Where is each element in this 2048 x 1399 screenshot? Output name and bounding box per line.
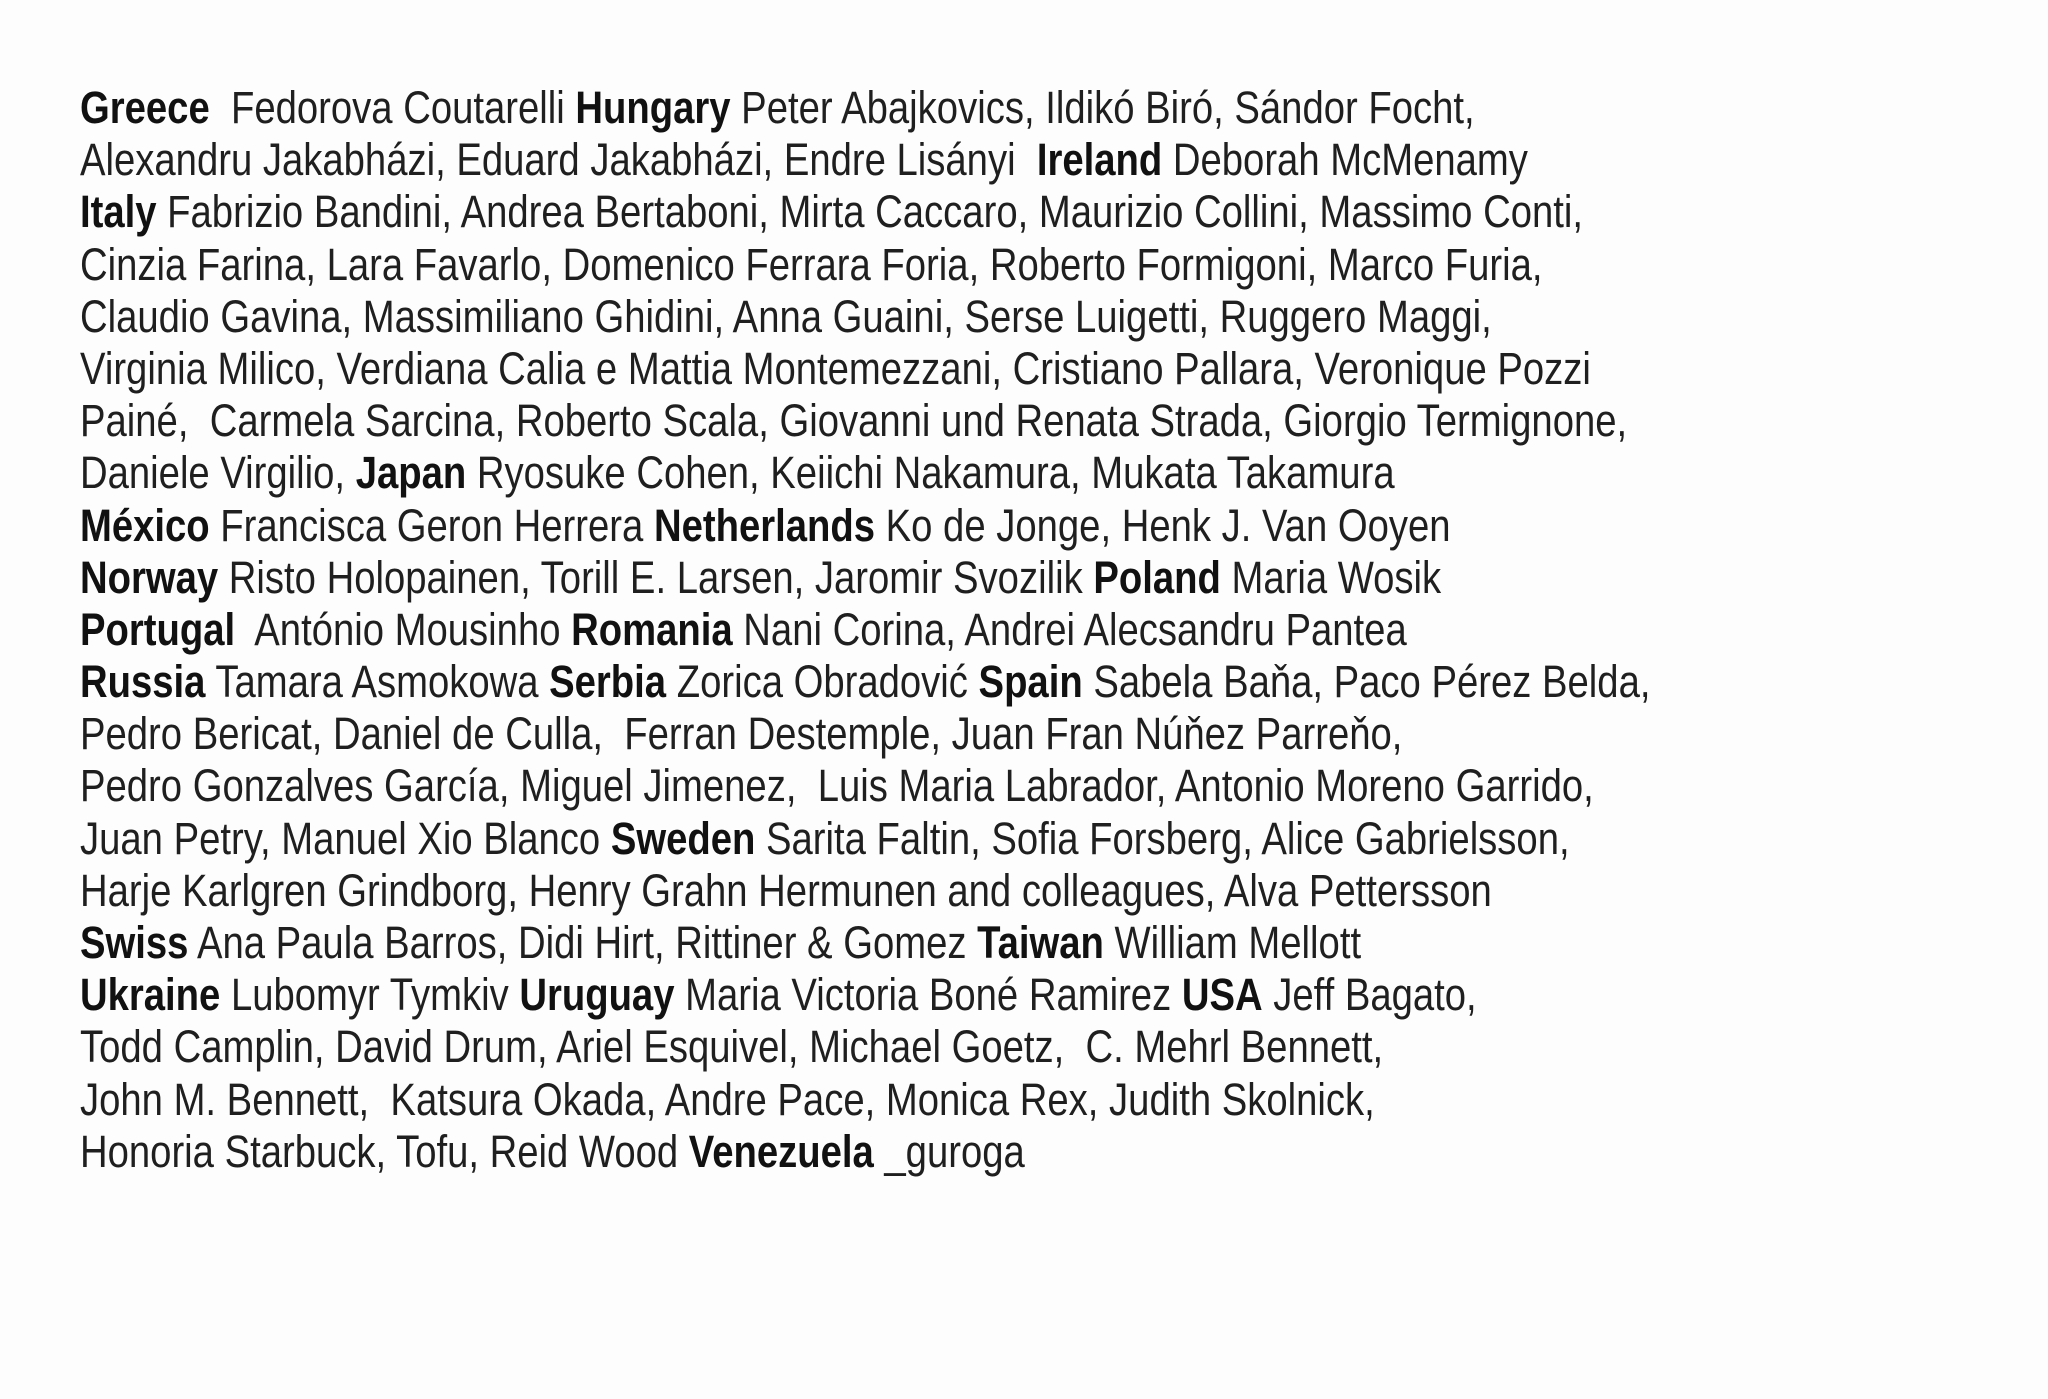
country-label: Sweden: [610, 812, 756, 864]
participant-names: Risto Holopainen, Torill E. Larsen, Jaromir Svozilik: [218, 551, 1094, 603]
country-label: Romania: [571, 603, 733, 655]
participant-names: António Mousinho: [235, 603, 572, 655]
text-line: [80, 239, 1729, 291]
participant-names: Virginia Milico, Verdiana Calia e Mattia Montemezzani, Cristiano Pallara, Veronique Pozzi: [80, 342, 1591, 394]
participant-names: Zorica Obradović: [666, 656, 979, 708]
participant-names: Fedorova Coutarelli: [209, 82, 576, 133]
participant-names: Harje Karlgren Grindborg, Henry Grahn Hermunen and colleagues, Alva Pettersson: [80, 864, 1492, 916]
text-line: [80, 760, 1729, 812]
text-line: [80, 552, 1729, 604]
participant-names: Claudio Gavina, Massimiliano Ghidini, Anna Guaini, Serse Luigetti, Ruggero Maggi,: [80, 290, 1492, 342]
country-label: México: [80, 499, 210, 551]
text-line: [80, 865, 1729, 917]
participant-names: Ana Paula Barros, Didi Hirt, Rittiner & Gomez: [188, 917, 978, 968]
country-label: Poland: [1093, 551, 1221, 603]
country-label: Russia: [80, 656, 206, 708]
participant-names: Juan Petry, Manuel Xio Blanco: [80, 812, 611, 864]
country-label: Taiwan: [977, 917, 1104, 968]
text-line: [80, 343, 1729, 395]
participant-names: Cinzia Farina, Lara Favarlo, Domenico Ferrara Foria, Roberto Formigoni, Marco Furia,: [80, 238, 1543, 290]
country-label: Venezuela: [688, 1125, 874, 1177]
text-line: [80, 134, 1729, 186]
participant-names: Alexandru Jakabházi, Eduard Jakabházi, Endre Lisányi: [80, 134, 1037, 186]
country-label: Uruguay: [519, 969, 675, 1021]
participant-names: Sarita Faltin, Sofia Forsberg, Alice Gabrielsson,: [755, 812, 1570, 864]
participant-names: John M. Bennett, Katsura Okada, Andre Pace, Monica Rex, Judith Skolnick,: [80, 1073, 1375, 1125]
participant-names: Maria Wosik: [1220, 551, 1442, 603]
text-line: [80, 604, 1729, 656]
text-line: [80, 969, 1729, 1021]
participant-names: Fabrizio Bandini, Andrea Bertaboni, Mirta Caccaro, Maurizio Collini, Massimo Conti,: [156, 186, 1583, 238]
country-label: Spain: [978, 656, 1083, 708]
participant-names: Pedro Bericat, Daniel de Culla, Ferran Destemple, Juan Fran Núňez Parreňo,: [80, 708, 1403, 760]
participant-names: Peter Abajkovics, Ildikó Biró, Sándor Focht,: [730, 82, 1475, 133]
participant-names: Lubomyr Tymkiv: [220, 969, 520, 1021]
participant-names: William Mellott: [1103, 917, 1362, 968]
participant-names: Ryosuke Cohen, Keiichi Nakamura, Mukata Takamura: [466, 447, 1395, 499]
country-label: Serbia: [549, 656, 667, 708]
country-label: Swiss: [80, 917, 189, 968]
text-line: [80, 447, 1729, 499]
country-label: Japan: [355, 447, 467, 499]
participant-names: Deborah McMenamy: [1162, 134, 1528, 186]
country-label: Ireland: [1036, 134, 1163, 186]
text-line: [80, 500, 1729, 552]
text-line: [80, 186, 1729, 238]
country-label: USA: [1181, 969, 1263, 1021]
text-line: [80, 1126, 1729, 1178]
participant-names: Tamara Asmokowa: [205, 656, 550, 708]
country-label: Italy: [80, 186, 157, 238]
participant-names: Maria Victoria Boné Ramirez: [674, 969, 1182, 1021]
country-label: Greece: [80, 82, 210, 133]
participant-names: Todd Camplin, David Drum, Ariel Esquivel, Michael Goetz, C. Mehrl Bennett,: [80, 1021, 1384, 1073]
participant-names: Painé, Carmela Sarcina, Roberto Scala, Giovanni und Renata Strada, Giorgio Termignone,: [80, 395, 1628, 447]
participant-names: Pedro Gonzalves García, Miguel Jimenez, Luis Maria Labrador, Antonio Moreno Garrido,: [80, 760, 1594, 812]
country-label: Portugal: [80, 603, 236, 655]
participant-names: Ko de Jonge, Henk J. Van Ooyen: [875, 499, 1451, 551]
participant-names: Francisca Geron Herrera: [209, 499, 654, 551]
country-label: Ukraine: [80, 969, 221, 1021]
participants-list: [80, 82, 1729, 1178]
participant-names: Daniele Virgilio,: [80, 447, 356, 499]
participant-names: _guroga: [873, 1125, 1025, 1177]
participant-names: Sabela Baňa, Paco Pérez Belda,: [1082, 656, 1651, 708]
text-line: [80, 1074, 1729, 1126]
text-line: [80, 656, 1729, 708]
text-line: [80, 291, 1729, 343]
country-label: Hungary: [575, 82, 731, 133]
participant-names: Honoria Starbuck, Tofu, Reid Wood: [80, 1125, 689, 1177]
country-label: Netherlands: [653, 499, 876, 551]
text-line: [80, 708, 1729, 760]
text-line: [80, 813, 1729, 865]
text-line: [80, 917, 1729, 969]
participant-names: Jeff Bagato,: [1262, 969, 1477, 1021]
text-line: [80, 395, 1729, 447]
participant-names: Nani Corina, Andrei Alecsandru Pantea: [732, 603, 1407, 655]
country-label: Norway: [80, 551, 219, 603]
text-line: [80, 1021, 1729, 1073]
text-line: [80, 82, 1729, 134]
